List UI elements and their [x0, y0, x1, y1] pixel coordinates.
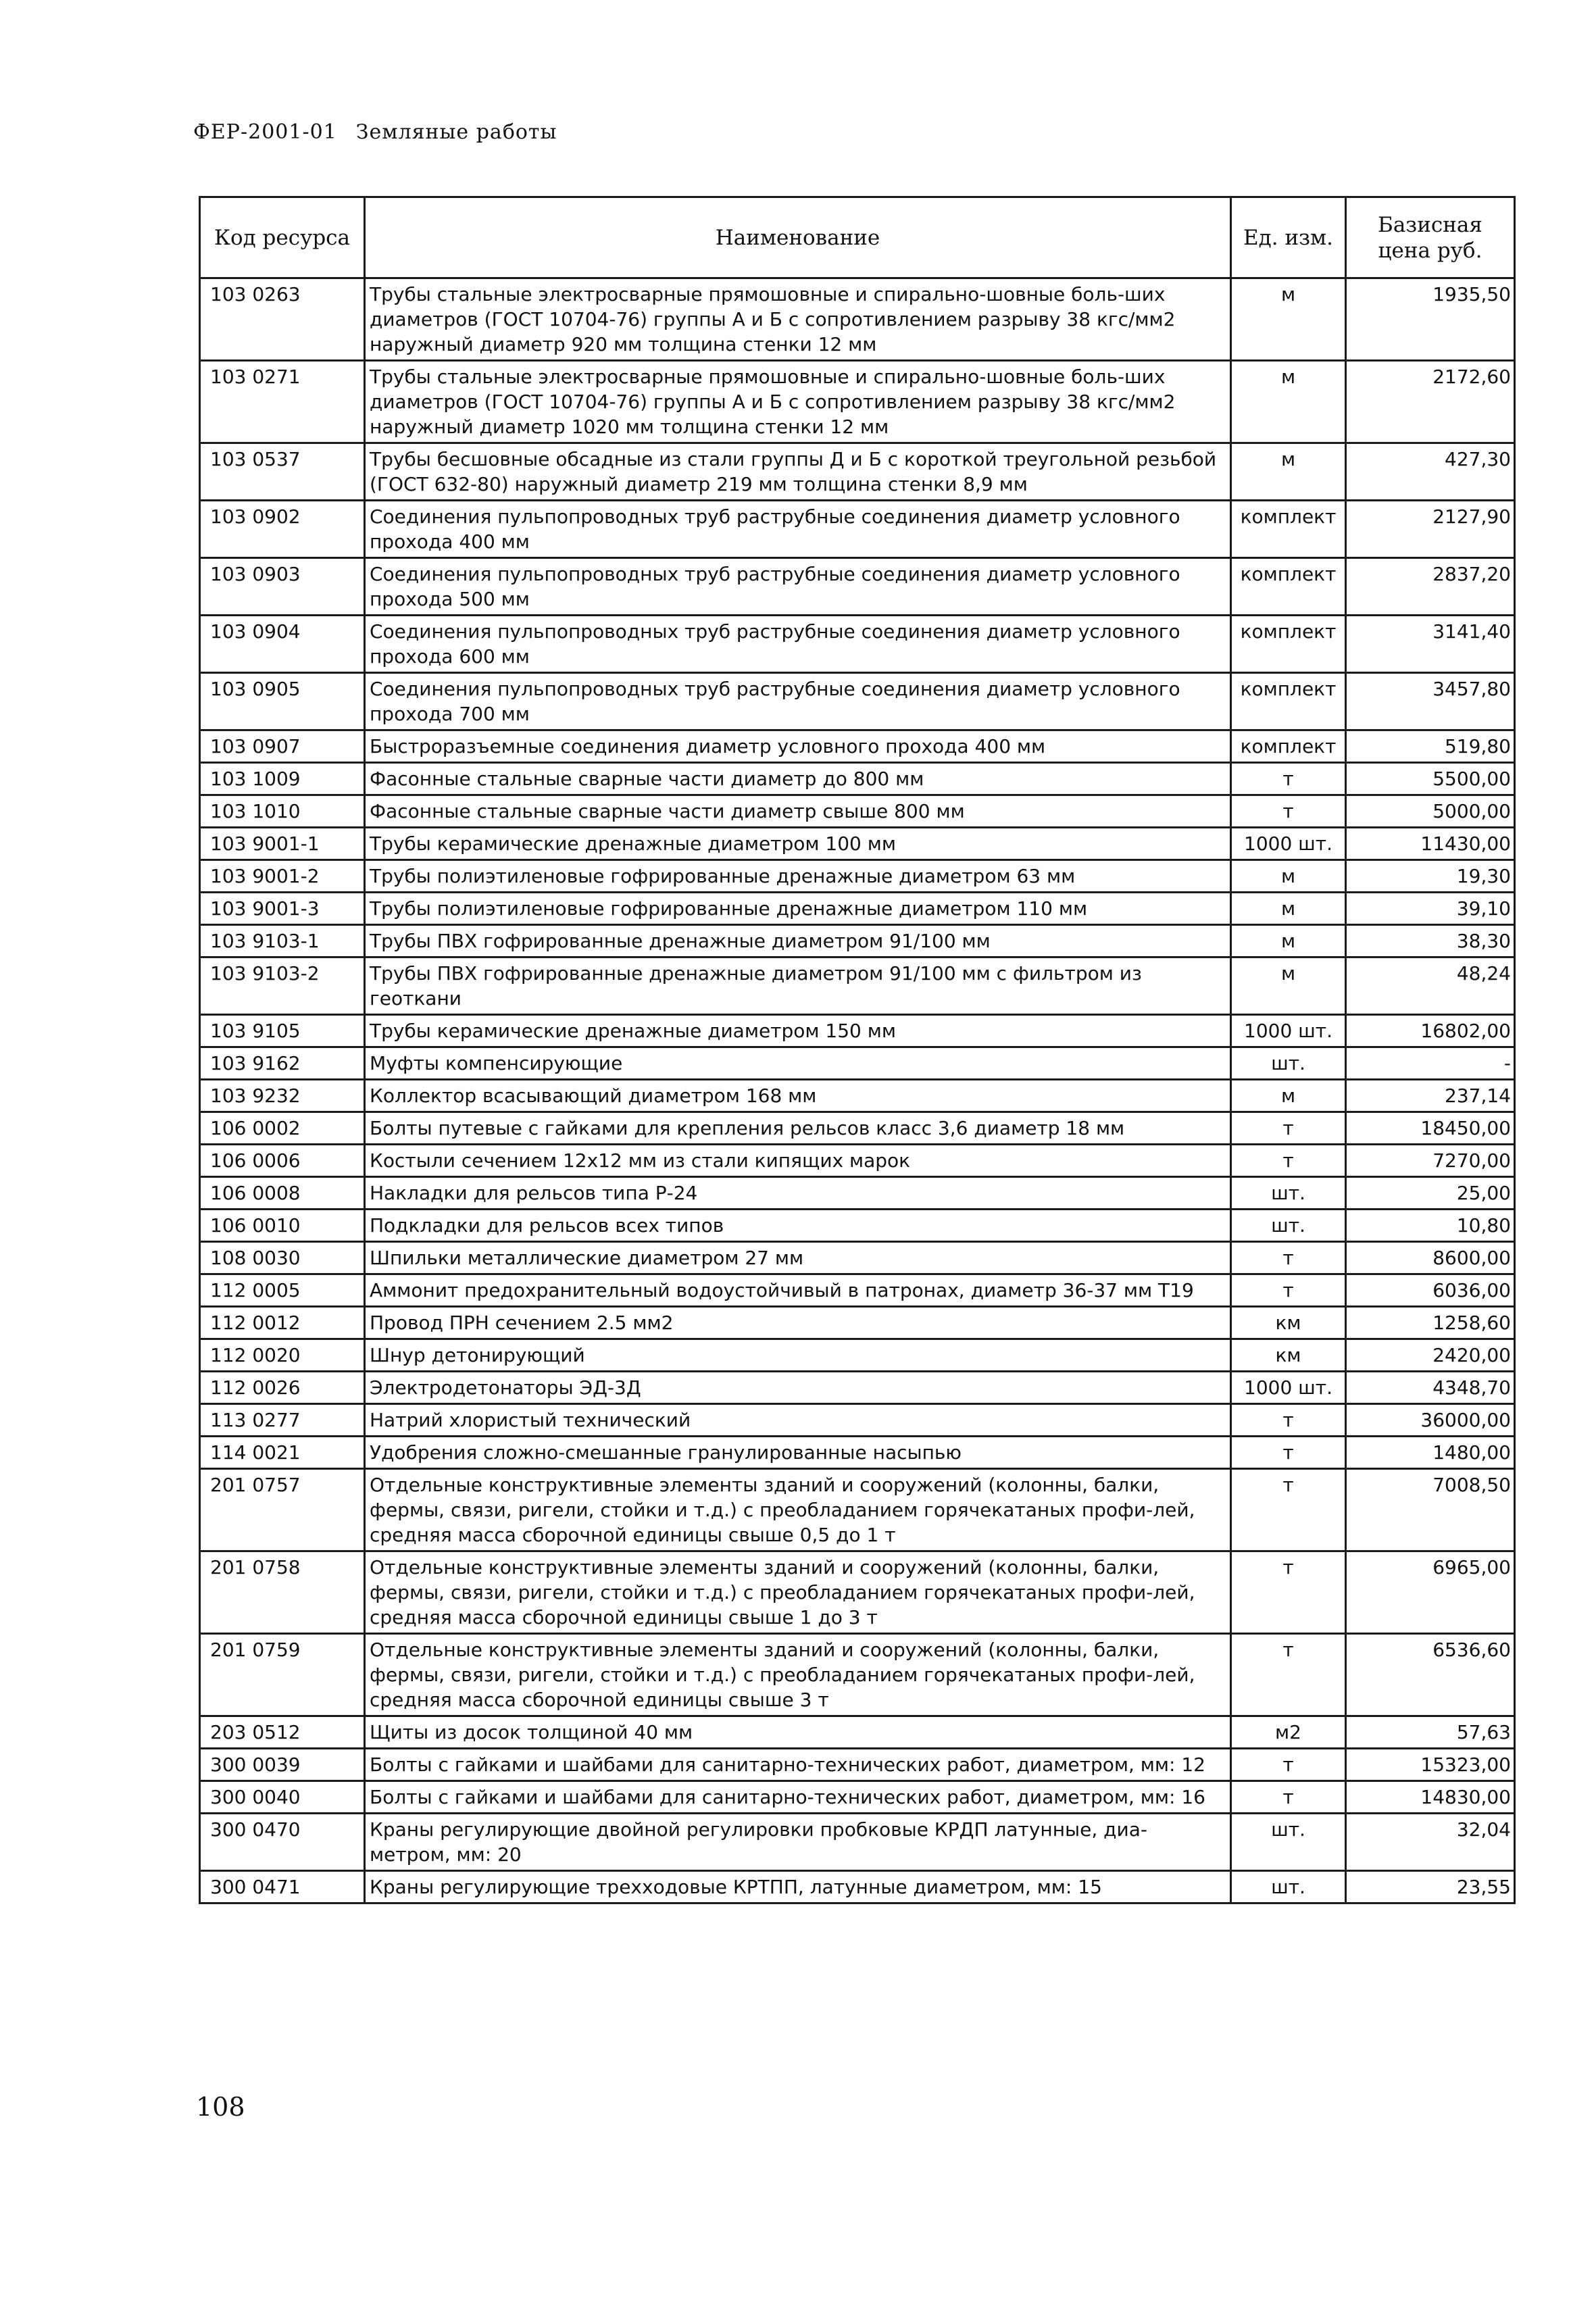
unit-of-measure: т	[1231, 1469, 1346, 1551]
page-number: 108	[196, 2092, 245, 2122]
resource-code: 106 0006	[200, 1145, 365, 1177]
resource-code: 201 0759	[200, 1634, 365, 1716]
base-price: 7270,00	[1346, 1145, 1515, 1177]
unit-of-measure: м	[1231, 1080, 1346, 1112]
resource-name: Накладки для рельсов типа Р-24	[365, 1177, 1231, 1210]
table-header-row	[200, 197, 1515, 278]
base-price: 237,14	[1346, 1080, 1515, 1112]
resource-name: Муфты компенсирующие	[365, 1047, 1231, 1080]
unit-of-measure: т	[1231, 1112, 1346, 1145]
base-price: 6965,00	[1346, 1551, 1515, 1634]
resource-code: 106 0010	[200, 1210, 365, 1242]
unit-of-measure: комплект	[1231, 730, 1346, 763]
resource-code: 201 0757	[200, 1469, 365, 1551]
resource-name: Отдельные конструктивные элементы зданий и сооружений (колонны, балки, фермы, связи, ригели, стойки и т.д.) с преобладанием горячекатаных профи-лей, средняя масса сборочной единицы свыше 1 до 3 т	[365, 1551, 1231, 1634]
resource-code: 106 0002	[200, 1112, 365, 1145]
table-row	[200, 860, 1515, 893]
resource-name: Трубы полиэтиленовые гофрированные дренажные диаметром 110 мм	[365, 893, 1231, 925]
table-row	[200, 925, 1515, 957]
resource-name: Натрий хлористый технический	[365, 1404, 1231, 1437]
resource-name: Трубы керамические дренажные диаметром 150 мм	[365, 1015, 1231, 1047]
table-row	[200, 361, 1515, 443]
resource-code: 103 0263	[200, 278, 365, 361]
resource-name: Краны регулирующие трехходовые КРТПП, латунные диаметром, мм: 15	[365, 1871, 1231, 1903]
table-row	[200, 558, 1515, 616]
resource-code: 300 0471	[200, 1871, 365, 1903]
unit-of-measure: т	[1231, 1404, 1346, 1437]
resource-name: Щиты из досок толщиной 40 мм	[365, 1716, 1231, 1749]
base-price: -	[1346, 1047, 1515, 1080]
unit-of-measure: м	[1231, 925, 1346, 957]
base-price: 48,24	[1346, 957, 1515, 1015]
table-row	[200, 730, 1515, 763]
resource-code: 103 9105	[200, 1015, 365, 1047]
base-price: 6536,60	[1346, 1634, 1515, 1716]
table-row	[200, 278, 1515, 361]
base-price: 5000,00	[1346, 795, 1515, 828]
resource-name: Болты с гайками и шайбами для санитарно-технических работ, диаметром, мм: 16	[365, 1781, 1231, 1814]
base-price: 2172,60	[1346, 361, 1515, 443]
base-price: 3457,80	[1346, 673, 1515, 730]
base-price: 18450,00	[1346, 1112, 1515, 1145]
resource-code: 103 9162	[200, 1047, 365, 1080]
resource-code: 103 0271	[200, 361, 365, 443]
base-price: 15323,00	[1346, 1749, 1515, 1781]
unit-of-measure: комплект	[1231, 558, 1346, 616]
base-price: 6036,00	[1346, 1274, 1515, 1307]
resource-code: 103 9232	[200, 1080, 365, 1112]
resource-name: Фасонные стальные сварные части диаметр свыше 800 мм	[365, 795, 1231, 828]
base-price: 519,80	[1346, 730, 1515, 763]
base-price: 32,04	[1346, 1814, 1515, 1871]
base-price: 57,63	[1346, 1716, 1515, 1749]
unit-of-measure: м	[1231, 443, 1346, 501]
resource-name: Шнур детонирующий	[365, 1339, 1231, 1372]
resource-name: Отдельные конструктивные элементы зданий и сооружений (колонны, балки, фермы, связи, ригели, стойки и т.д.) с преобладанием горячекатаных профи-лей, средняя масса сборочной единицы свыше 0,5 до 1 т	[365, 1469, 1231, 1551]
resource-code: 300 0470	[200, 1814, 365, 1871]
table-row	[200, 957, 1515, 1015]
unit-of-measure: км	[1231, 1307, 1346, 1339]
resource-code: 103 0907	[200, 730, 365, 763]
base-price: 1480,00	[1346, 1437, 1515, 1469]
resource-name: Соединения пульпопроводных труб раструбные соединения диаметр условного прохода 700 мм	[365, 673, 1231, 730]
unit-of-measure: м	[1231, 893, 1346, 925]
table-row	[200, 1112, 1515, 1145]
table-row	[200, 1177, 1515, 1210]
unit-of-measure: шт.	[1231, 1814, 1346, 1871]
resource-name: Подкладки для рельсов всех типов	[365, 1210, 1231, 1242]
resource-code: 103 0904	[200, 616, 365, 673]
resource-name: Трубы полиэтиленовые гофрированные дренажные диаметром 63 мм	[365, 860, 1231, 893]
table-row	[200, 1404, 1515, 1437]
resource-code: 112 0012	[200, 1307, 365, 1339]
unit-of-measure: шт.	[1231, 1871, 1346, 1903]
base-price: 427,30	[1346, 443, 1515, 501]
unit-of-measure: м	[1231, 278, 1346, 361]
unit-of-measure: м	[1231, 860, 1346, 893]
table-row	[200, 1551, 1515, 1634]
base-price: 39,10	[1346, 893, 1515, 925]
table-row	[200, 1242, 1515, 1274]
resource-name: Трубы ПВХ гофрированные дренажные диаметром 91/100 мм с фильтром из геоткани	[365, 957, 1231, 1015]
page-header	[193, 120, 576, 144]
resource-name: Шпильки металлические диаметром 27 мм	[365, 1242, 1231, 1274]
table-row	[200, 501, 1515, 558]
unit-of-measure: т	[1231, 1749, 1346, 1781]
table-row	[200, 1781, 1515, 1814]
base-price: 38,30	[1346, 925, 1515, 957]
resource-code: 103 9001-2	[200, 860, 365, 893]
base-price: 19,30	[1346, 860, 1515, 893]
resource-code: 203 0512	[200, 1716, 365, 1749]
resource-name: Трубы ПВХ гофрированные дренажные диаметром 91/100 мм	[365, 925, 1231, 957]
resource-code: 103 9001-3	[200, 893, 365, 925]
resource-name: Трубы керамические дренажные диаметром 100 мм	[365, 828, 1231, 860]
base-price: 2420,00	[1346, 1339, 1515, 1372]
resource-code: 114 0021	[200, 1437, 365, 1469]
resource-code: 112 0005	[200, 1274, 365, 1307]
table-row	[200, 763, 1515, 795]
base-price: 1258,60	[1346, 1307, 1515, 1339]
table-row	[200, 1437, 1515, 1469]
unit-of-measure: м	[1231, 361, 1346, 443]
unit-of-measure: т	[1231, 795, 1346, 828]
base-price: 11430,00	[1346, 828, 1515, 860]
unit-of-measure: т	[1231, 1274, 1346, 1307]
table-row	[200, 673, 1515, 730]
unit-of-measure: шт.	[1231, 1210, 1346, 1242]
resource-name: Фасонные стальные сварные части диаметр до 800 мм	[365, 763, 1231, 795]
base-price: 10,80	[1346, 1210, 1515, 1242]
resource-name: Отдельные конструктивные элементы зданий и сооружений (колонны, балки, фермы, связи, ригели, стойки и т.д.) с преобладанием горячекатаных профи-лей, средняя масса сборочной единицы свыше 3 т	[365, 1634, 1231, 1716]
unit-of-measure: комплект	[1231, 673, 1346, 730]
resource-code: 103 0902	[200, 501, 365, 558]
unit-of-measure: 1000 шт.	[1231, 1015, 1346, 1047]
resource-code: 113 0277	[200, 1404, 365, 1437]
unit-of-measure: 1000 шт.	[1231, 1372, 1346, 1404]
resource-code: 103 9103-1	[200, 925, 365, 957]
resource-code: 103 9103-2	[200, 957, 365, 1015]
table-row	[200, 1047, 1515, 1080]
resource-code: 106 0008	[200, 1177, 365, 1210]
resource-name: Трубы бесшовные обсадные из стали группы Д и Б с короткой треугольной резьбой (ГОСТ 632-80) наружный диаметр 219 мм толщина стенки 8,9 мм	[365, 443, 1231, 501]
table-row	[200, 1372, 1515, 1404]
resource-name: Костыли сечением 12х12 мм из стали кипящих марок	[365, 1145, 1231, 1177]
table-row	[200, 1307, 1515, 1339]
table-row	[200, 828, 1515, 860]
table-row	[200, 1015, 1515, 1047]
table-row	[200, 1871, 1515, 1903]
resource-code: 103 0537	[200, 443, 365, 501]
resource-code: 112 0020	[200, 1339, 365, 1372]
resource-code: 103 9001-1	[200, 828, 365, 860]
unit-of-measure: комплект	[1231, 616, 1346, 673]
base-price: 5500,00	[1346, 763, 1515, 795]
unit-of-measure: км	[1231, 1339, 1346, 1372]
resource-name: Трубы стальные электросварные прямошовные и спирально-шовные боль-ших диаметров (ГОСТ 10704-76) группы А и Б с сопротивлением разрыву 38 кгс/мм2 наружный диаметр 920 мм толщина стенки 12 мм	[365, 278, 1231, 361]
unit-of-measure: м	[1231, 957, 1346, 1015]
unit-of-measure: т	[1231, 1437, 1346, 1469]
resource-name: Краны регулирующие двойной регулировки пробковые КРДП латунные, диа-метром, мм: 20	[365, 1814, 1231, 1871]
unit-of-measure: т	[1231, 1551, 1346, 1634]
table-row	[200, 1634, 1515, 1716]
unit-of-measure: м2	[1231, 1716, 1346, 1749]
unit-of-measure: шт.	[1231, 1047, 1346, 1080]
unit-of-measure: т	[1231, 1145, 1346, 1177]
resource-name: Соединения пульпопроводных труб раструбные соединения диаметр условного прохода 600 мм	[365, 616, 1231, 673]
table-row	[200, 443, 1515, 501]
resource-name: Удобрения сложно-смешанные гранулированные насыпью	[365, 1437, 1231, 1469]
column-header-name: Наименование	[365, 197, 1231, 278]
base-price: 1935,50	[1346, 278, 1515, 361]
unit-of-measure: т	[1231, 1781, 1346, 1814]
resource-price-table	[199, 196, 1516, 1904]
table-row	[200, 1145, 1515, 1177]
unit-of-measure: т	[1231, 1634, 1346, 1716]
base-price: 3141,40	[1346, 616, 1515, 673]
table-row	[200, 1469, 1515, 1551]
table-row	[200, 1339, 1515, 1372]
table-row	[200, 795, 1515, 828]
table-row	[200, 1814, 1515, 1871]
resource-code: 108 0030	[200, 1242, 365, 1274]
base-price: 7008,50	[1346, 1469, 1515, 1551]
table-row	[200, 1080, 1515, 1112]
resource-code: 103 1010	[200, 795, 365, 828]
column-header-unit: Ед. изм.	[1231, 197, 1346, 278]
base-price: 16802,00	[1346, 1015, 1515, 1047]
resource-name: Болты с гайками и шайбами для санитарно-технических работ, диаметром, мм: 12	[365, 1749, 1231, 1781]
table-row	[200, 616, 1515, 673]
base-price: 2127,90	[1346, 501, 1515, 558]
resource-name: Электродетонаторы ЭД-3Д	[365, 1372, 1231, 1404]
resource-code: 103 0905	[200, 673, 365, 730]
table-row	[200, 1749, 1515, 1781]
base-price: 36000,00	[1346, 1404, 1515, 1437]
resource-name: Аммонит предохранительный водоустойчивый в патронах, диаметр 36-37 мм Т19	[365, 1274, 1231, 1307]
resource-name: Быстроразъемные соединения диаметр условного прохода 400 мм	[365, 730, 1231, 763]
resource-name: Трубы стальные электросварные прямошовные и спирально-шовные боль-ших диаметров (ГОСТ 10704-76) группы А и Б с сопротивлением разрыву 38 кгс/мм2 наружный диаметр 1020 мм толщина стенки 12 мм	[365, 361, 1231, 443]
resource-code: 300 0040	[200, 1781, 365, 1814]
unit-of-measure: 1000 шт.	[1231, 828, 1346, 860]
base-price: 23,55	[1346, 1871, 1515, 1903]
table-row	[200, 893, 1515, 925]
base-price: 4348,70	[1346, 1372, 1515, 1404]
resource-code: 300 0039	[200, 1749, 365, 1781]
section-title: Земляные работы	[355, 120, 557, 144]
unit-of-measure: т	[1231, 1242, 1346, 1274]
unit-of-measure: комплект	[1231, 501, 1346, 558]
base-price: 2837,20	[1346, 558, 1515, 616]
resource-name: Провод ПРН сечением 2.5 мм2	[365, 1307, 1231, 1339]
base-price: 8600,00	[1346, 1242, 1515, 1274]
resource-name: Болты путевые с гайками для крепления рельсов класс 3,6 диаметр 18 мм	[365, 1112, 1231, 1145]
resource-name: Соединения пульпопроводных труб раструбные соединения диаметр условного прохода 500 мм	[365, 558, 1231, 616]
resource-name: Коллектор всасывающий диаметром 168 мм	[365, 1080, 1231, 1112]
document-code: ФЕР-2001-01	[193, 120, 337, 144]
column-header-price: Базисная цена руб.	[1346, 197, 1515, 278]
base-price: 25,00	[1346, 1177, 1515, 1210]
resource-code: 103 0903	[200, 558, 365, 616]
resource-code: 103 1009	[200, 763, 365, 795]
table-row	[200, 1274, 1515, 1307]
unit-of-measure: шт.	[1231, 1177, 1346, 1210]
column-header-code: Код ресурса	[200, 197, 365, 278]
table-row	[200, 1210, 1515, 1242]
table-row	[200, 1716, 1515, 1749]
resource-code: 201 0758	[200, 1551, 365, 1634]
unit-of-measure: т	[1231, 763, 1346, 795]
resource-name: Соединения пульпопроводных труб раструбные соединения диаметр условного прохода 400 мм	[365, 501, 1231, 558]
resource-code: 112 0026	[200, 1372, 365, 1404]
base-price: 14830,00	[1346, 1781, 1515, 1814]
